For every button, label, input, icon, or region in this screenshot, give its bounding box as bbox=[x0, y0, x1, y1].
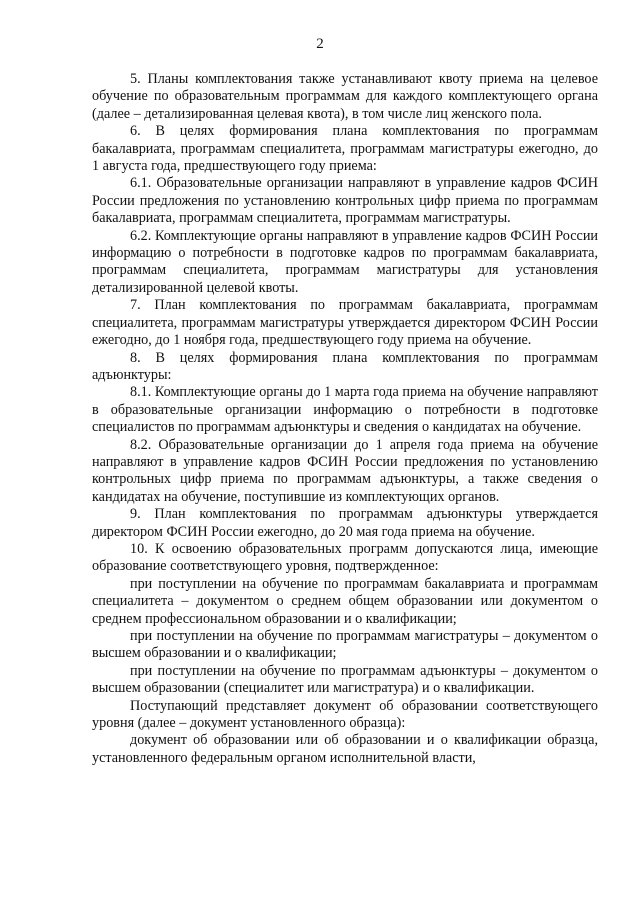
paragraph-10: 10. К освоению образовательных программ допускаются лица, имеющие образование соответствующего уровня, подтвержденное: bbox=[92, 540, 598, 575]
paragraph-applicant: Поступающий представляет документ об образовании соответствующего уровня (далее – документ установленного образца): bbox=[92, 697, 598, 732]
paragraph-10-master: при поступлении на обучение по программам магистратуры – документом о высшем образовании и о квалификации; bbox=[92, 628, 598, 662]
paragraph-9: 9. План комплектования по программам адъюнктуры утверждается директором ФСИН России ежегодно, до 20 мая года приема на обучение. bbox=[92, 506, 598, 540]
paragraph-6: 6. В целях формирования плана комплектования по программам бакалавриата, программам специалитета, программам магистратуры ежегодно, до 1 августа года, предшествующего году приема: bbox=[92, 123, 598, 175]
paragraph-8-2: 8.2. Образовательные организации до 1 апреля года приема на обучение направляют в управление кадров ФСИН России предложения по установлению контрольных цифр приема по программам адъюнктуры, а также сведения о кандидатах на обучение, поступившие из комплектующих органов. bbox=[92, 436, 598, 505]
page-number: 2 bbox=[316, 36, 324, 52]
paragraph-document: документ об образовании или об образовании и о квалификации образца, установленного федеральным органом исполнительной власти, bbox=[92, 732, 598, 766]
paragraph-6-2: 6.2. Комплектующие органы направляют в управление кадров ФСИН России информацию о потребности в подготовке кадров по программам бакалавриата, программам специалитета, программам магистратуры для установления детализированной целевой квоты. bbox=[92, 227, 598, 296]
paragraph-10-bachelor: при поступлении на обучение по программам бакалавриата и программам специалитета – документом о среднем общем образовании или документом о среднем профессиональном образовании и о квалификации; bbox=[92, 575, 598, 627]
paragraph-8-1: 8.1. Комплектующие органы до 1 марта года приема на обучение направляют в образовательные организации информацию о потребности в подготовке специалистов по программам адъюнктуры и сведения о кандидатах на обучение. bbox=[92, 384, 598, 436]
paragraph-10-adjunct: при поступлении на обучение по программам адъюнктуры – документом о высшем образовании (специалитет или магистратура) и о квалификации. bbox=[92, 662, 598, 697]
paragraph-8: 8. В целях формирования плана комплектования по программам адъюнктуры: bbox=[92, 349, 598, 383]
paragraph-7: 7. План комплектования по программам бакалавриата, программам специалитета, программам магистратуры утверждается директором ФСИН России ежегодно, до 1 ноября года, предшествующего году приема на обучение. bbox=[92, 297, 598, 349]
document-body bbox=[92, 71, 598, 767]
paragraph-5: 5. Планы комплектования также устанавливают квоту приема на целевое обучение по образовательным программам для каждого комплектующего органа (далее – детализированная целевая квота), в том числе лиц женского пола. bbox=[92, 71, 598, 122]
paragraph-6-1: 6.1. Образовательные организации направляют в управление кадров ФСИН России предложения по установлению контрольных цифр приема по программам бакалавриата, программам специалитета, программам магистратуры. bbox=[92, 175, 598, 227]
